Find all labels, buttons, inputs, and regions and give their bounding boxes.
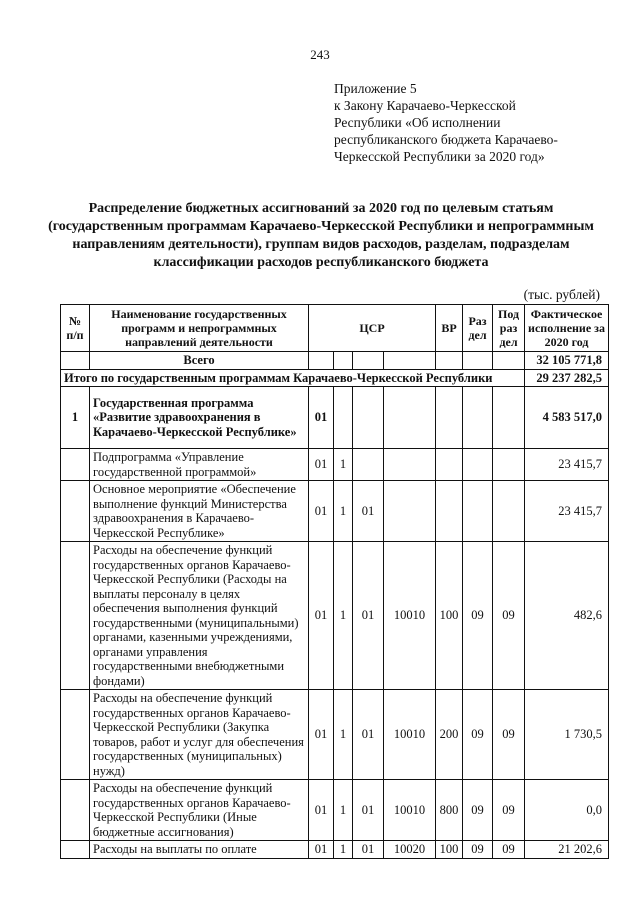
- row-vr: [436, 449, 463, 481]
- row-vr: 100: [436, 542, 463, 690]
- row-name: Расходы на обеспечение функций государственных органов Карачаево-Черкесской Республики (Иные бюджетные ассигнования): [90, 780, 309, 841]
- total-row: [61, 352, 609, 370]
- row-amount: 0,0: [525, 780, 609, 841]
- header-razdel: Раз дел: [463, 305, 493, 352]
- row-vr: 100: [436, 841, 463, 859]
- row-csr-program: 01: [309, 780, 334, 841]
- table-row: [61, 780, 609, 841]
- row-num: [61, 780, 90, 841]
- row-name: Основное мероприятие «Обеспечение выполнение функций Министерства здравоохранения в Карачаево-Черкесской Республике»: [90, 481, 309, 542]
- row-razdel: [463, 481, 493, 542]
- row-podrazdel: 09: [493, 542, 525, 690]
- row-csr-subprogram: 1: [334, 780, 353, 841]
- row-num: [61, 841, 90, 859]
- row-name: Расходы на обеспечение функций государственных органов Карачаево-Черкесской Республики (Расходы на выплаты персоналу в целях обеспечения выполнения функций государственными (муниципальными) органами, казенными учреждениями, органами управления государственными внебюджетными фондами): [90, 542, 309, 690]
- header-csr: ЦСР: [309, 305, 436, 352]
- row-num: 1: [61, 387, 90, 449]
- row-csr-subprogram: 1: [334, 542, 353, 690]
- row-amount: 23 415,7: [525, 481, 609, 542]
- row-amount: 4 583 517,0: [525, 387, 609, 449]
- row-csr-program: 01: [309, 481, 334, 542]
- header-num: № п/п: [61, 305, 90, 352]
- row-amount: 23 415,7: [525, 449, 609, 481]
- row-name: Расходы на обеспечение функций государственных органов Карачаево-Черкесской Республики (Закупка товаров, работ и услуг для обеспечения государственных (муниципальных) нужд): [90, 690, 309, 780]
- row-csr-activity: 01: [353, 481, 384, 542]
- row-csr-program: 01: [309, 841, 334, 859]
- appendix-line: Приложение 5: [334, 81, 417, 96]
- total-amount: 32 105 771,8: [525, 352, 609, 370]
- table-row: [61, 449, 609, 481]
- row-vr: [436, 481, 463, 542]
- row-num: [61, 449, 90, 481]
- row-podrazdel: [493, 481, 525, 542]
- row-podrazdel: 09: [493, 841, 525, 859]
- row-num: [61, 481, 90, 542]
- document-title: Распределение бюджетных ассигнований за 2020 год по целевым статьям (государственным программам Карачаево-Черкесской Республики и непрограммным направлениям деятельности), группам видов расходов, разделам, подразделам классификации расходов республиканского бюджета: [48, 201, 594, 270]
- row-name: Расходы на выплаты по оплате: [90, 841, 309, 859]
- row-razdel: 09: [463, 690, 493, 780]
- row-name: Подпрограмма «Управление государственной программой»: [90, 449, 309, 481]
- row-csr-activity: [353, 387, 384, 449]
- table-row: [61, 387, 609, 449]
- row-podrazdel: 09: [493, 690, 525, 780]
- header-amount: Фактическое исполнение за 2020 год: [525, 305, 609, 352]
- row-razdel: [463, 449, 493, 481]
- appendix-line: к Закону Карачаево-Черкесской: [334, 98, 516, 113]
- table-header-row: [61, 305, 609, 352]
- appendix-line: республиканского бюджета Карачаево-: [334, 132, 558, 147]
- row-csr-program: 01: [309, 449, 334, 481]
- row-csr-activity: [353, 449, 384, 481]
- row-csr-subprogram: [334, 387, 353, 449]
- header-vr: ВР: [436, 305, 463, 352]
- table-row: [61, 841, 609, 859]
- page-number: 243: [310, 47, 330, 62]
- row-razdel: [463, 387, 493, 449]
- row-name: Государственная программа «Развитие здравоохранения в Карачаево-Черкесской Республике»: [90, 387, 309, 449]
- row-csr-direction: [384, 387, 436, 449]
- row-csr-subprogram: 1: [334, 449, 353, 481]
- appendix-line: Республики «Об исполнении: [334, 115, 501, 130]
- row-podrazdel: 09: [493, 780, 525, 841]
- row-csr-subprogram: 1: [334, 690, 353, 780]
- row-num: [61, 690, 90, 780]
- header-name: Наименование государственных программ и непрограммных направлений деятельности: [90, 305, 309, 352]
- row-csr-activity: 01: [353, 780, 384, 841]
- row-csr-direction: 10010: [384, 690, 436, 780]
- total-label: Всего: [90, 352, 309, 370]
- programs-total-row: [61, 369, 609, 387]
- appendix-line: Черкесской Республики за 2020 год»: [334, 149, 545, 164]
- row-razdel: 09: [463, 780, 493, 841]
- budget-table: [60, 304, 609, 859]
- row-csr-program: 01: [309, 387, 334, 449]
- row-csr-program: 01: [309, 690, 334, 780]
- row-vr: 800: [436, 780, 463, 841]
- row-vr: [436, 387, 463, 449]
- row-csr-program: 01: [309, 542, 334, 690]
- row-csr-direction: 10020: [384, 841, 436, 859]
- row-csr-subprogram: 1: [334, 481, 353, 542]
- table-row: [61, 481, 609, 542]
- row-num: [61, 542, 90, 690]
- row-podrazdel: [493, 387, 525, 449]
- row-csr-direction: 10010: [384, 542, 436, 690]
- programs-total-amount: 29 237 282,5: [525, 369, 609, 387]
- unit-label: (тыс. рублей): [523, 287, 600, 302]
- row-csr-subprogram: 1: [334, 841, 353, 859]
- row-csr-direction: 10010: [384, 780, 436, 841]
- table-row: [61, 690, 609, 780]
- row-razdel: 09: [463, 841, 493, 859]
- row-csr-direction: [384, 481, 436, 542]
- header-podrazdel: Под раз дел: [493, 305, 525, 352]
- row-amount: 482,6: [525, 542, 609, 690]
- row-podrazdel: [493, 449, 525, 481]
- row-csr-direction: [384, 449, 436, 481]
- row-vr: 200: [436, 690, 463, 780]
- row-amount: 21 202,6: [525, 841, 609, 859]
- row-csr-activity: 01: [353, 690, 384, 780]
- row-csr-activity: 01: [353, 841, 384, 859]
- table-row: [61, 542, 609, 690]
- row-amount: 1 730,5: [525, 690, 609, 780]
- appendix-note: [334, 80, 624, 165]
- programs-total-label: Итого по государственным программам Карачаево-Черкесской Республики: [61, 369, 525, 387]
- row-csr-activity: 01: [353, 542, 384, 690]
- row-razdel: 09: [463, 542, 493, 690]
